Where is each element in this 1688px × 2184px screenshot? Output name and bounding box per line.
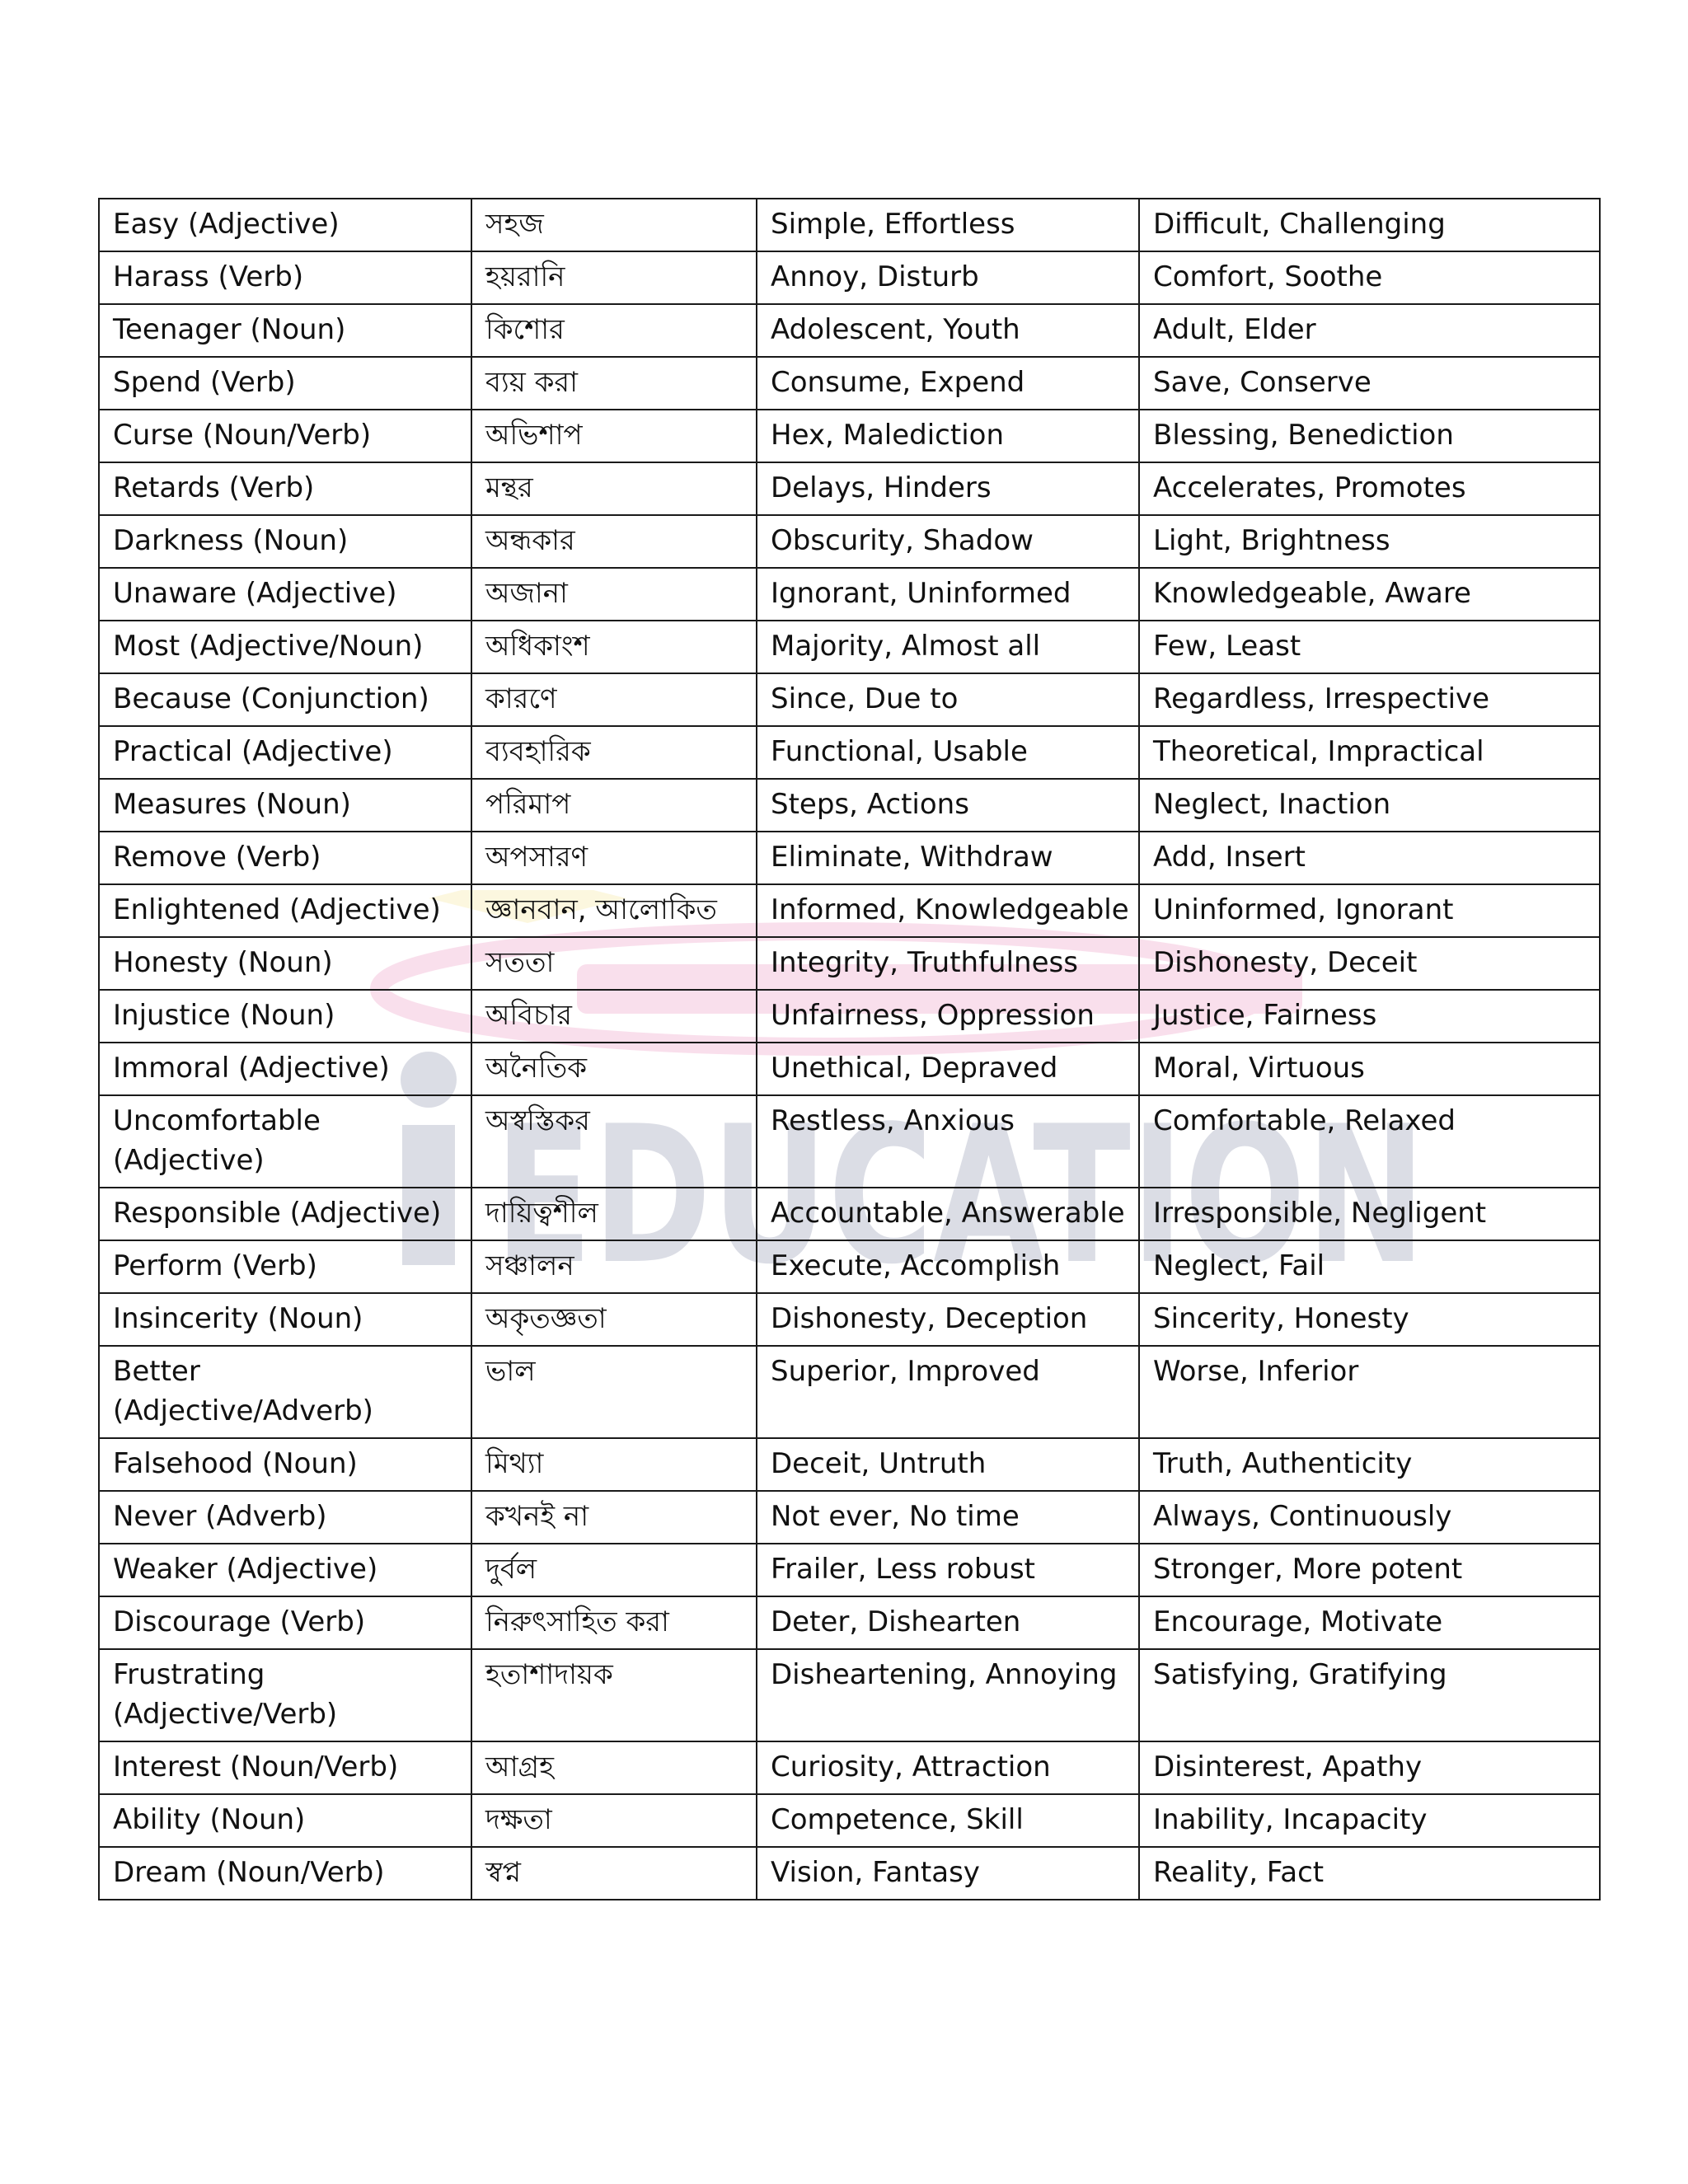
table-row [99, 1346, 1600, 1438]
word-cell: Measures (Noun) [99, 779, 471, 832]
antonyms-cell: Blessing, Benediction [1139, 410, 1600, 462]
table-row [99, 1188, 1600, 1240]
antonyms-cell: Uninformed, Ignorant [1139, 884, 1600, 937]
synonyms-cell: Functional, Usable [757, 726, 1139, 779]
bangla-meaning-cell: অনৈতিক [471, 1043, 757, 1095]
table-row [99, 1847, 1600, 1900]
synonyms-cell: Integrity, Truthfulness [757, 937, 1139, 990]
word-cell: Practical (Adjective) [99, 726, 471, 779]
antonyms-cell: Worse, Inferior [1139, 1346, 1600, 1438]
table-row [99, 1491, 1600, 1544]
bangla-meaning-cell: দক্ষতা [471, 1794, 757, 1847]
synonyms-cell: Delays, Hinders [757, 462, 1139, 515]
word-cell: Responsible (Adjective) [99, 1188, 471, 1240]
antonyms-cell: Disinterest, Apathy [1139, 1741, 1600, 1794]
synonyms-cell: Accountable, Answerable [757, 1188, 1139, 1240]
table-row [99, 990, 1600, 1043]
bangla-meaning-cell: দায়িত্বশীল [471, 1188, 757, 1240]
synonyms-cell: Curiosity, Attraction [757, 1741, 1139, 1794]
table-row [99, 832, 1600, 884]
antonyms-cell: Save, Conserve [1139, 357, 1600, 410]
synonyms-cell: Competence, Skill [757, 1794, 1139, 1847]
table-row [99, 410, 1600, 462]
synonyms-cell: Vision, Fantasy [757, 1847, 1139, 1900]
synonyms-cell: Restless, Anxious [757, 1095, 1139, 1188]
table-row [99, 462, 1600, 515]
synonyms-cell: Frailer, Less robust [757, 1544, 1139, 1596]
table-row [99, 1293, 1600, 1346]
synonyms-cell: Obscurity, Shadow [757, 515, 1139, 568]
antonyms-cell: Theoretical, Impractical [1139, 726, 1600, 779]
antonyms-cell: Sincerity, Honesty [1139, 1293, 1600, 1346]
bangla-meaning-cell: আগ্রহ [471, 1741, 757, 1794]
table-row [99, 568, 1600, 621]
synonyms-cell: Annoy, Disturb [757, 251, 1139, 304]
bangla-meaning-cell: দুর্বল [471, 1544, 757, 1596]
word-cell: Never (Adverb) [99, 1491, 471, 1544]
antonyms-cell: Neglect, Fail [1139, 1240, 1600, 1293]
table-row [99, 726, 1600, 779]
table-row [99, 1794, 1600, 1847]
bangla-meaning-cell: কিশোর [471, 304, 757, 357]
watermark-brand-text: EDUCATION [495, 1086, 1426, 1269]
vocabulary-table [98, 198, 1601, 1900]
word-cell: Darkness (Noun) [99, 515, 471, 568]
word-cell: Insincerity (Noun) [99, 1293, 471, 1346]
table-row [99, 779, 1600, 832]
bangla-meaning-cell: সততা [471, 937, 757, 990]
bangla-meaning-cell: অস্বস্তিকর [471, 1095, 757, 1188]
synonyms-cell: Deter, Dishearten [757, 1596, 1139, 1649]
antonyms-cell: Neglect, Inaction [1139, 779, 1600, 832]
word-cell: Enlightened (Adjective) [99, 884, 471, 937]
table-row [99, 1095, 1600, 1188]
table-row [99, 251, 1600, 304]
synonyms-cell: Adolescent, Youth [757, 304, 1139, 357]
word-cell: Teenager (Noun) [99, 304, 471, 357]
synonyms-cell: Steps, Actions [757, 779, 1139, 832]
bangla-meaning-cell: হতাশাদায়ক [471, 1649, 757, 1741]
table-row [99, 357, 1600, 410]
table-row [99, 937, 1600, 990]
bangla-meaning-cell: স্বপ্ন [471, 1847, 757, 1900]
bangla-meaning-cell: অপসারণ [471, 832, 757, 884]
synonyms-cell: Informed, Knowledgeable [757, 884, 1139, 937]
antonyms-cell: Regardless, Irrespective [1139, 673, 1600, 726]
synonyms-cell: Since, Due to [757, 673, 1139, 726]
table-row [99, 1596, 1600, 1649]
antonyms-cell: Satisfying, Gratifying [1139, 1649, 1600, 1741]
antonyms-cell: Add, Insert [1139, 832, 1600, 884]
bangla-meaning-cell: জ্ঞানবান, আলোকিত [471, 884, 757, 937]
table-row [99, 1544, 1600, 1596]
word-cell: Most (Adjective/Noun) [99, 621, 471, 673]
table-row [99, 1438, 1600, 1491]
antonyms-cell: Comfortable, Relaxed [1139, 1095, 1600, 1188]
bangla-meaning-cell: সঞ্চালন [471, 1240, 757, 1293]
bangla-meaning-cell: অবিচার [471, 990, 757, 1043]
table-row [99, 884, 1600, 937]
bangla-meaning-cell: ব্যবহারিক [471, 726, 757, 779]
antonyms-cell: Irresponsible, Negligent [1139, 1188, 1600, 1240]
synonyms-cell: Simple, Effortless [757, 199, 1139, 251]
antonyms-cell: Knowledgeable, Aware [1139, 568, 1600, 621]
word-cell: Honesty (Noun) [99, 937, 471, 990]
word-cell: Immoral (Adjective) [99, 1043, 471, 1095]
antonyms-cell: Inability, Incapacity [1139, 1794, 1600, 1847]
synonyms-cell: Superior, Improved [757, 1346, 1139, 1438]
word-cell: Retards (Verb) [99, 462, 471, 515]
antonyms-cell: Always, Continuously [1139, 1491, 1600, 1544]
synonyms-cell: Hex, Malediction [757, 410, 1139, 462]
word-cell: Easy (Adjective) [99, 199, 471, 251]
antonyms-cell: Reality, Fact [1139, 1847, 1600, 1900]
word-cell: Dream (Noun/Verb) [99, 1847, 471, 1900]
bangla-meaning-cell: কারণে [471, 673, 757, 726]
bangla-meaning-cell: পরিমাপ [471, 779, 757, 832]
word-cell: Falsehood (Noun) [99, 1438, 471, 1491]
table-row [99, 1240, 1600, 1293]
bangla-meaning-cell: ব্যয় করা [471, 357, 757, 410]
synonyms-cell: Consume, Expend [757, 357, 1139, 410]
word-cell: Injustice (Noun) [99, 990, 471, 1043]
bangla-meaning-cell: নিরুৎসাহিত করা [471, 1596, 757, 1649]
antonyms-cell: Accelerates, Promotes [1139, 462, 1600, 515]
synonyms-cell: Execute, Accomplish [757, 1240, 1139, 1293]
antonyms-cell: Dishonesty, Deceit [1139, 937, 1600, 990]
word-cell: Because (Conjunction) [99, 673, 471, 726]
word-cell: Weaker (Adjective) [99, 1544, 471, 1596]
bangla-meaning-cell: অন্ধকার [471, 515, 757, 568]
word-cell: Interest (Noun/Verb) [99, 1741, 471, 1794]
word-cell: Harass (Verb) [99, 251, 471, 304]
table-row [99, 199, 1600, 251]
antonyms-cell: Difficult, Challenging [1139, 199, 1600, 251]
bangla-meaning-cell: কখনই না [471, 1491, 757, 1544]
table-row [99, 621, 1600, 673]
synonyms-cell: Disheartening, Annoying [757, 1649, 1139, 1741]
antonyms-cell: Truth, Authenticity [1139, 1438, 1600, 1491]
table-row [99, 1043, 1600, 1095]
table-row [99, 515, 1600, 568]
bangla-meaning-cell: ভাল [471, 1346, 757, 1438]
word-cell: Uncomfortable (Adjective) [99, 1095, 471, 1188]
word-cell: Perform (Verb) [99, 1240, 471, 1293]
table-row [99, 1649, 1600, 1741]
synonyms-cell: Unethical, Depraved [757, 1043, 1139, 1095]
antonyms-cell: Few, Least [1139, 621, 1600, 673]
table-row [99, 1741, 1600, 1794]
word-cell: Discourage (Verb) [99, 1596, 471, 1649]
bangla-meaning-cell: অভিশাপ [471, 410, 757, 462]
synonyms-cell: Eliminate, Withdraw [757, 832, 1139, 884]
word-cell: Frustrating (Adjective/Verb) [99, 1649, 471, 1741]
antonyms-cell: Comfort, Soothe [1139, 251, 1600, 304]
word-cell: Ability (Noun) [99, 1794, 471, 1847]
synonyms-cell: Not ever, No time [757, 1491, 1139, 1544]
antonyms-cell: Stronger, More potent [1139, 1544, 1600, 1596]
word-cell: Curse (Noun/Verb) [99, 410, 471, 462]
word-cell: Better (Adjective/Adverb) [99, 1346, 471, 1438]
bangla-meaning-cell: অধিকাংশ [471, 621, 757, 673]
synonyms-cell: Majority, Almost all [757, 621, 1139, 673]
antonyms-cell: Encourage, Motivate [1139, 1596, 1600, 1649]
vocabulary-table-body [99, 199, 1600, 1900]
table-row [99, 304, 1600, 357]
bangla-meaning-cell: মিথ্যা [471, 1438, 757, 1491]
bangla-meaning-cell: মন্থর [471, 462, 757, 515]
bangla-meaning-cell: হয়রানি [471, 251, 757, 304]
synonyms-cell: Deceit, Untruth [757, 1438, 1139, 1491]
bangla-meaning-cell: সহজ [471, 199, 757, 251]
antonyms-cell: Justice, Fairness [1139, 990, 1600, 1043]
bangla-meaning-cell: অজানা [471, 568, 757, 621]
synonyms-cell: Unfairness, Oppression [757, 990, 1139, 1043]
bangla-meaning-cell: অকৃতজ্ঞতা [471, 1293, 757, 1346]
antonyms-cell: Adult, Elder [1139, 304, 1600, 357]
word-cell: Unaware (Adjective) [99, 568, 471, 621]
word-cell: Remove (Verb) [99, 832, 471, 884]
synonyms-cell: Dishonesty, Deception [757, 1293, 1139, 1346]
synonyms-cell: Ignorant, Uninformed [757, 568, 1139, 621]
antonyms-cell: Light, Brightness [1139, 515, 1600, 568]
word-cell: Spend (Verb) [99, 357, 471, 410]
antonyms-cell: Moral, Virtuous [1139, 1043, 1600, 1095]
table-row [99, 673, 1600, 726]
